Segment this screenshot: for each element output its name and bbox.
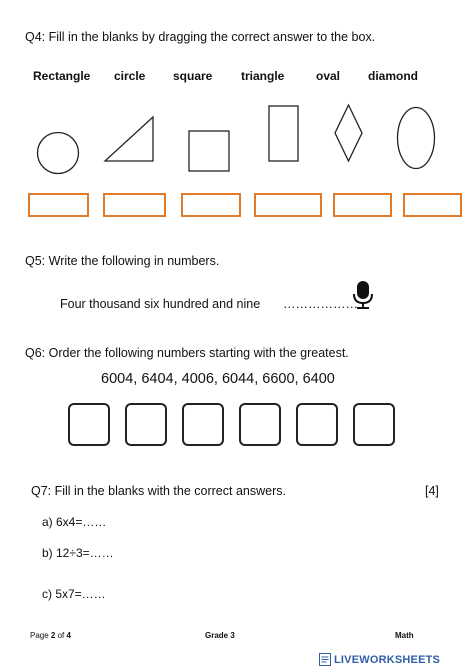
of-word: of <box>57 631 65 640</box>
order-box-3[interactable] <box>182 403 224 446</box>
q7-item-b[interactable]: b) 12÷3=…… <box>42 546 114 560</box>
square-icon <box>188 130 230 172</box>
circle-icon <box>36 131 80 175</box>
q4-prompt: Q4: Fill in the blanks by dragging the correct answer to the box. <box>25 30 376 44</box>
word-circle[interactable]: circle <box>114 69 146 83</box>
q6-numbers: 6004, 6404, 4006, 6044, 6600, 6400 <box>101 371 335 387</box>
page-word: Page <box>30 631 49 640</box>
order-box-1[interactable] <box>68 403 110 446</box>
oval-icon <box>396 106 436 170</box>
q5-answer-blank[interactable]: ……………… <box>283 297 358 311</box>
q7-item-a[interactable]: a) 6x4=…… <box>42 515 107 529</box>
q5-phrase: Four thousand six hundred and nine <box>60 297 261 311</box>
word-rectangle[interactable]: Rectangle <box>33 69 91 83</box>
page-indicator <box>30 631 71 640</box>
order-box-4[interactable] <box>239 403 281 446</box>
q7-prompt: Q7: Fill in the blanks with the correct answers. <box>31 484 286 498</box>
drop-box-4[interactable] <box>254 193 322 217</box>
drop-box-6[interactable] <box>403 193 462 217</box>
brand-name: LIVEWORKSHEETS <box>334 653 441 666</box>
liveworksheets-logo-icon <box>319 653 331 666</box>
drop-box-3[interactable] <box>181 193 241 217</box>
word-oval[interactable]: oval <box>316 69 341 83</box>
page-number: 2 <box>50 631 56 640</box>
drop-box-5[interactable] <box>333 193 392 217</box>
page-total: 4 <box>66 631 71 640</box>
order-box-2[interactable] <box>125 403 167 446</box>
drop-box-1[interactable] <box>28 193 89 217</box>
order-box-5[interactable] <box>296 403 338 446</box>
drop-box-2[interactable] <box>103 193 166 217</box>
word-square[interactable]: square <box>173 69 213 83</box>
word-diamond[interactable]: diamond <box>368 69 418 83</box>
diamond-icon <box>333 103 364 163</box>
order-box-6[interactable] <box>353 403 395 446</box>
brand-logo <box>319 653 440 666</box>
triangle-icon <box>103 115 155 163</box>
q7-item-c[interactable]: c) 5x7=…… <box>42 587 106 601</box>
word-triangle[interactable]: triangle <box>241 69 285 83</box>
footer-grade: Grade 3 <box>205 631 235 640</box>
footer-subject: Math <box>395 631 414 640</box>
q5-prompt: Q5: Write the following in numbers. <box>25 254 220 268</box>
q6-prompt: Q6: Order the following numbers starting with the greatest. <box>25 346 349 360</box>
rectangle-icon <box>268 105 299 162</box>
q7-marks: [4] <box>425 484 439 498</box>
microphone-icon[interactable] <box>351 280 375 310</box>
